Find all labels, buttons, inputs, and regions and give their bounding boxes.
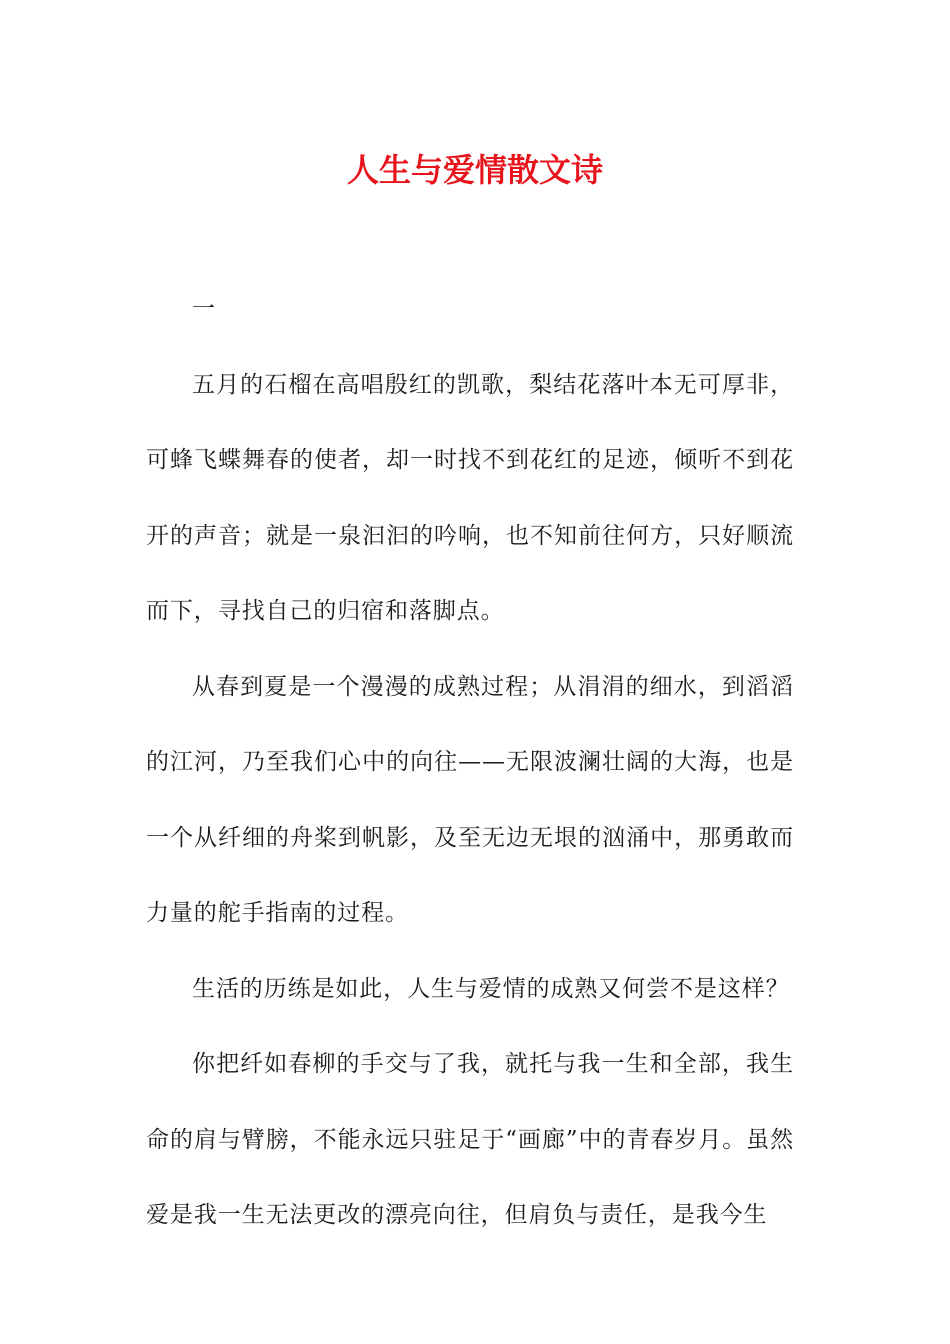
document-body xyxy=(146,272,794,1254)
paragraph: 五月的石榴在高唱殷红的凯歌，梨结花落叶本无可厚非，可蜂飞蝶舞春的使者，却一时找不到花红的足迹，倾听不到花开的声音；就是一泉汩汩的吟响，也不知前往何方，只好顺流而下，寻找自己的归宿和落脚点。 xyxy=(146,371,794,624)
document-title: 人生与爱情散文诗 xyxy=(346,151,603,189)
paragraph: 生活的历练是如此，人生与爱情的成熟又何尝不是这样？ xyxy=(192,975,790,1002)
section-marker: 一 xyxy=(192,296,216,322)
paragraph: 你把纤如春柳的手交与了我，就托与我一生和全部，我生命的肩与臂膀，不能永远只驻足于“画廊”中的青春岁月。虽然爱是我一生无法更改的漂亮向往，但肩负与责任，是我今生 xyxy=(146,1051,794,1228)
paragraph: 从春到夏是一个漫漫的成熟过程；从涓涓的细水，到滔滔的江河，乃至我们心中的向往——无限波澜壮阔的大海，也是一个从纤细的舟桨到帆影，及至无边无垠的汹涌中，那勇敢而力量的舵手指南的过程。 xyxy=(146,673,794,926)
